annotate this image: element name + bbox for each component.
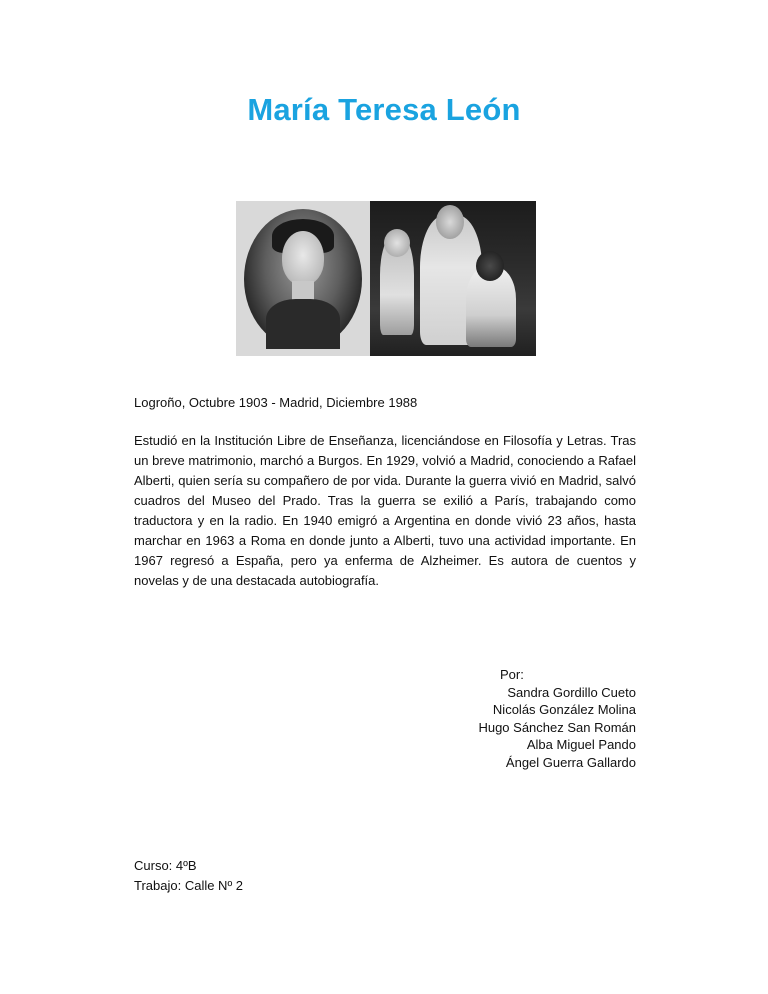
author-name: Ángel Guerra Gallardo xyxy=(505,754,636,770)
family-photo xyxy=(370,201,536,356)
author-name: Nicolás González Molina xyxy=(492,702,636,717)
page-title: María Teresa León xyxy=(247,92,521,127)
assignment-label: Trabajo: Calle Nº 2 xyxy=(134,878,244,893)
photo-collage xyxy=(236,201,536,356)
course-label: Curso: 4ºB xyxy=(134,858,197,873)
authors-heading: Por: xyxy=(500,667,524,682)
portrait-photo xyxy=(236,201,370,356)
author-name: Alba Miguel Pando xyxy=(526,737,636,752)
author-name: Hugo Sánchez San Román xyxy=(478,719,636,735)
birth-death-dates: Logroño, Octubre 1903 - Madrid, Diciembre 1988 xyxy=(134,395,418,410)
author-name: Sandra Gordillo Cueto xyxy=(507,684,636,700)
biography-paragraph: Estudió en la Institución Libre de Enseñanza, licenciándose en Filosofía y Letras. Tras un breve matrimonio, marchó a Burgos. En 1929, volvió a Madrid, conociendo a Rafael Alberti, quien sería su compañero de por vida. Durante la guerra vivió en Madrid, salvó cuadros del Museo del Prado. Tras la guerra se exilió a París, trabajando como traductora y en la radio. En 1940 emigró a Argentina en donde vivió 23 años, hasta marchar en 1963 a Roma en donde junto a Alberti, tuvo una actividad importante. En 1967 regresó a España, pero ya enferma de Alzheimer. Es autora de cuentos y novelas y de una destacada autobiografía. xyxy=(134,433,636,588)
authors-block xyxy=(440,666,636,771)
